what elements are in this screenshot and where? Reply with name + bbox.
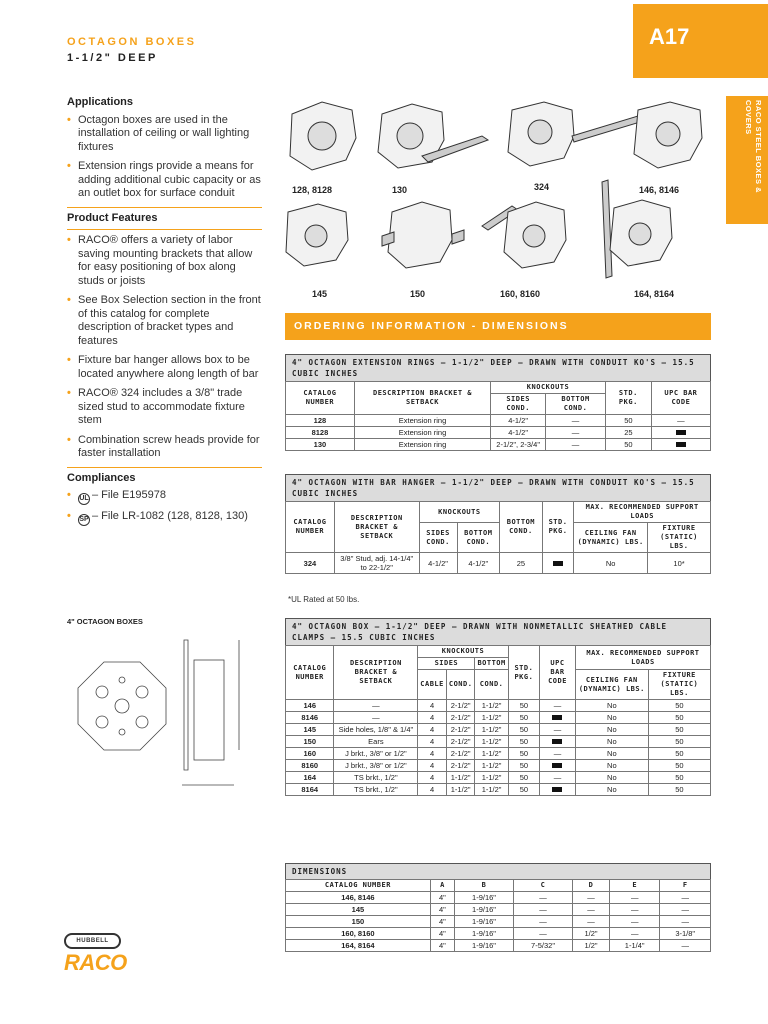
table-cell: 160 (286, 748, 334, 760)
table-cell: — (660, 904, 711, 916)
table-cell: 50 (648, 772, 710, 784)
product-images (282, 96, 712, 306)
applications-heading: Applications (67, 96, 134, 108)
table-cell: No (574, 553, 648, 574)
table-cell: — (514, 892, 573, 904)
table-cell: 50 (508, 760, 539, 772)
features-heading: Product Features (67, 211, 158, 224)
brand-logo (64, 933, 127, 976)
table-cell: No (575, 748, 648, 760)
col-header: FIXTURE (STATIC) LBS. (648, 670, 710, 700)
col-header: MAX. RECOMMENDED SUPPORT LOADS (574, 502, 711, 523)
table-title: 4" OCTAGON BOX – 1-1/2" DEEP – DRAWN WITH NONMETALLIC SHEATHED CABLE CLAMPS – 15.5 CUBIC INCHES (285, 618, 711, 645)
table-cell: 1-1/2" (475, 724, 508, 736)
table-octagon-box (285, 618, 711, 796)
barcode-icon (552, 739, 562, 744)
product-label: 128, 8128 (292, 185, 333, 195)
list-item: • Extension rings provide a means for adding additional cubic capacity or as an outlet box for surface conduit (67, 160, 262, 201)
table-cell: 50 (508, 748, 539, 760)
table-cell: 25 (605, 427, 651, 439)
col-header: DESCRIPTION BRACKET & SETBACK (334, 646, 418, 700)
table-cell: 164 (286, 772, 334, 784)
table-cell: 50 (508, 736, 539, 748)
table-cell: — (573, 892, 610, 904)
table-cell: 1-9/16" (455, 904, 514, 916)
col-header: A (430, 880, 454, 892)
table-title: 4" OCTAGON WITH BAR HANGER – 1-1/2" DEEP – DRAWN WITH CONDUIT KO'S – 15.5 CUBIC INCHES (285, 474, 711, 501)
table-row (286, 415, 711, 427)
col-header: CATALOG NUMBER (286, 880, 431, 892)
table-cell (540, 712, 576, 724)
table-cell: — (609, 904, 660, 916)
table-cell: — (540, 724, 576, 736)
table-cell: TS brkt., 1/2" (334, 784, 418, 796)
table-cell: 1/2" (573, 928, 610, 940)
table-cell: — (540, 748, 576, 760)
divider (67, 229, 262, 230)
list-item: • RACO® offers a variety of labor saving mounting brackets that allow for easy positioning of box along studs or joists (67, 234, 262, 288)
col-header: MAX. RECOMMENDED SUPPORT LOADS (575, 646, 710, 670)
table-cell: 160, 8160 (286, 928, 431, 940)
table-cell: 1-1/2" (475, 760, 508, 772)
product-label: 145 (312, 289, 328, 299)
table-body (286, 415, 711, 451)
list-item: • Fixture bar hanger allows box to be located anywhere along length of bar (67, 354, 262, 381)
section-side-label: RACO STEEL BOXES & COVERS (744, 100, 763, 194)
table-cell: Ears (334, 736, 418, 748)
table-cell: 4 (418, 784, 447, 796)
table-cell: 2-1/2" (446, 736, 475, 748)
table-row (286, 700, 711, 712)
table-cell: 4" (430, 904, 454, 916)
table-body (286, 553, 711, 574)
table-row (286, 736, 711, 748)
table-cell: 145 (286, 724, 334, 736)
left-column (67, 96, 262, 531)
raco-logo: RACO (64, 950, 127, 975)
table-cell: 150 (286, 916, 431, 928)
table-cell: 3-1/8" (660, 928, 711, 940)
table-cell: 4" (430, 928, 454, 940)
table-cell: — (514, 928, 573, 940)
table-cell: No (575, 736, 648, 748)
table-cell: 4 (418, 736, 447, 748)
table-cell: 4 (418, 748, 447, 760)
table-body (286, 700, 711, 796)
table-cell: 50 (648, 700, 710, 712)
table-cell: 50 (605, 415, 651, 427)
col-header: SIDES (418, 658, 475, 670)
table-cell: 8160 (286, 760, 334, 772)
table-cell: 2-1/2" (446, 712, 475, 724)
table-cell: — (609, 916, 660, 928)
product-label: 164, 8164 (634, 289, 675, 299)
table-cell: — (660, 940, 711, 952)
table-cell (651, 427, 710, 439)
product-label: 324 (534, 182, 550, 192)
table-cell: — (546, 427, 606, 439)
col-header: BOTTOM COND. (546, 394, 606, 415)
col-header: COND. (446, 670, 475, 700)
table-cell: 1-1/2" (446, 784, 475, 796)
barcode-icon (552, 787, 562, 792)
col-header: STD. PKG. (605, 382, 651, 415)
col-header: D (573, 880, 610, 892)
table-cell: 4-1/2" (457, 553, 500, 574)
table-title: 4" OCTAGON EXTENSION RINGS – 1-1/2" DEEP – DRAWN WITH CONDUIT KO'S – 15.5 CUBIC INCHES (285, 354, 711, 381)
col-header: CEILING FAN (DYNAMIC) LBS. (574, 523, 648, 553)
table-cell: 3/8" Stud, adj. 14-1/4" to 22-1/2" (334, 553, 419, 574)
table-cell: 50 (508, 784, 539, 796)
table-cell: 4" (430, 892, 454, 904)
col-header: FIXTURE (STATIC) LBS. (648, 523, 711, 553)
table-cell (540, 760, 576, 772)
ordering-header: ORDERING INFORMATION - DIMENSIONS (285, 313, 711, 340)
table-cell: 4" (430, 940, 454, 952)
table-cell: 4 (418, 772, 447, 784)
table-row (286, 427, 711, 439)
applications-list (67, 114, 262, 201)
table-cell: 1-9/16" (455, 928, 514, 940)
table-cell: 50 (508, 724, 539, 736)
table-cell: 50 (605, 439, 651, 451)
col-header: B (455, 880, 514, 892)
table-cell: 1-9/16" (455, 916, 514, 928)
table-row (286, 748, 711, 760)
table-cell: Extension ring (354, 415, 490, 427)
page-id-tab: A17 (633, 4, 768, 78)
hubbell-logo: HUBBELL (64, 933, 121, 949)
col-header: DESCRIPTION BRACKET & SETBACK (334, 502, 419, 553)
table-cell: 1-1/2" (475, 700, 508, 712)
table-cell: 1-9/16" (455, 892, 514, 904)
table-cell: Extension ring (354, 427, 490, 439)
table-row (286, 724, 711, 736)
compliances-heading: Compliances (67, 471, 136, 484)
table-cell: — (609, 892, 660, 904)
table-bar-hanger (285, 474, 711, 574)
col-header: CEILING FAN (DYNAMIC) LBS. (575, 670, 648, 700)
table-row (286, 439, 711, 451)
table-cell: — (546, 415, 606, 427)
table-cell: 146, 8146 (286, 892, 431, 904)
table-cell: 1-9/16" (455, 940, 514, 952)
table-cell: — (651, 415, 710, 427)
table-cell: Extension ring (354, 439, 490, 451)
table-row (286, 712, 711, 724)
col-header: KNOCKOUTS (418, 646, 508, 658)
table-cell: 4" (430, 916, 454, 928)
col-header: BOTTOM COND. (457, 523, 500, 553)
table-cell: — (334, 712, 418, 724)
table-cell: 2-1/2" (446, 760, 475, 772)
col-header: KNOCKOUTS (419, 502, 499, 523)
col-header: COND. (475, 670, 508, 700)
list-item: • See Box Selection section in the front of this catalog for complete description of bracket types and features (67, 294, 262, 348)
table-cell: 2-1/2" (446, 724, 475, 736)
col-header: SIDES COND. (419, 523, 457, 553)
table-cell: — (546, 439, 606, 451)
table-cell: 164, 8164 (286, 940, 431, 952)
col-header: C (514, 880, 573, 892)
table-row (286, 904, 711, 916)
table-cell: 10* (648, 553, 711, 574)
table-row (286, 553, 711, 574)
section-side-tab (726, 96, 768, 224)
csa-certified-icon: SP (78, 514, 90, 526)
table-extension-rings (285, 354, 711, 451)
product-label: 130 (392, 185, 408, 195)
table-cell: 128 (286, 415, 355, 427)
list-item: • SP – File LR-1082 (128, 8128, 130) (67, 510, 262, 526)
barcode-icon (553, 561, 563, 566)
table-cell: J brkt., 3/8" or 1/2" (334, 748, 418, 760)
table-row (286, 916, 711, 928)
col-header: CABLE (418, 670, 447, 700)
table-row (286, 760, 711, 772)
table-cell: TS brkt., 1/2" (334, 772, 418, 784)
table-cell: 1-1/2" (446, 772, 475, 784)
table-cell: 7-5/32" (514, 940, 573, 952)
table-cell: 1-1/2" (475, 748, 508, 760)
table-cell: 8164 (286, 784, 334, 796)
table-cell: 50 (648, 724, 710, 736)
col-header: UPC BAR CODE (540, 646, 576, 700)
features-list (67, 234, 262, 461)
table-cell: 2-1/2" (446, 700, 475, 712)
table-cell: 4 (418, 724, 447, 736)
table-cell: J brkt., 3/8" or 1/2" (334, 760, 418, 772)
table-title: DIMENSIONS (285, 863, 711, 879)
product-illustrations (282, 96, 712, 306)
table-cell: 50 (648, 784, 710, 796)
table-cell: — (609, 928, 660, 940)
table-cell: No (575, 700, 648, 712)
table-row (286, 928, 711, 940)
col-header: DESCRIPTION BRACKET & SETBACK (354, 382, 490, 415)
col-header: UPC BAR CODE (651, 382, 710, 415)
table-row (286, 892, 711, 904)
col-header: STD. PKG. (508, 646, 539, 700)
table-cell: 4 (418, 712, 447, 724)
table-cell: 8128 (286, 427, 355, 439)
table-row (286, 772, 711, 784)
barcode-icon (676, 442, 686, 447)
table-cell: — (514, 904, 573, 916)
table-cell: 130 (286, 439, 355, 451)
product-label: 150 (410, 289, 426, 299)
table-cell: No (575, 724, 648, 736)
table-row (286, 940, 711, 952)
table-cell: 150 (286, 736, 334, 748)
table-cell (542, 553, 574, 574)
table-cell: No (575, 784, 648, 796)
table-cell: No (575, 772, 648, 784)
col-header: BOTTOM COND. (500, 502, 543, 553)
table-cell: 1/2" (573, 940, 610, 952)
table-cell (540, 784, 576, 796)
col-header: SIDES COND. (491, 394, 546, 415)
barcode-icon (676, 430, 686, 435)
table-cell (651, 439, 710, 451)
table-cell: — (540, 700, 576, 712)
table-cell: — (573, 916, 610, 928)
col-header: CATALOG NUMBER (286, 382, 355, 415)
barcode-icon (552, 763, 562, 768)
table-cell: 1-1/4" (609, 940, 660, 952)
col-header: STD. PKG. (542, 502, 574, 553)
table-body (286, 892, 711, 952)
product-label: 160, 8160 (500, 289, 541, 299)
table-cell: — (660, 916, 711, 928)
col-header: KNOCKOUTS (491, 382, 606, 394)
table-cell: — (660, 892, 711, 904)
product-label: 146, 8146 (639, 185, 680, 195)
table-cell: 4 (418, 700, 447, 712)
table-cell: 4-1/2" (491, 427, 546, 439)
compliances-list (67, 489, 262, 526)
table-cell: Side holes, 1/8" & 1/4" (334, 724, 418, 736)
table-cell: — (514, 916, 573, 928)
table-dimensions (285, 863, 711, 952)
table-cell: 1-1/2" (475, 784, 508, 796)
table-cell: 324 (286, 553, 335, 574)
list-item: • RACO® 324 includes a 3/8" trade sized stud to accommodate fixture stem (67, 387, 262, 428)
category-subtitle: 1-1/2" DEEP (67, 52, 158, 64)
table-cell: 146 (286, 700, 334, 712)
table-cell: — (334, 700, 418, 712)
diagram-label: 4" OCTAGON BOXES (67, 617, 143, 626)
col-header: CATALOG NUMBER (286, 646, 334, 700)
table-cell: 50 (508, 700, 539, 712)
list-item: • UL – File E195978 (67, 489, 262, 505)
dimension-diagram (64, 630, 264, 790)
table-cell: — (573, 904, 610, 916)
table-cell: 50 (648, 748, 710, 760)
table-cell (540, 736, 576, 748)
table-cell: 4-1/2" (491, 415, 546, 427)
table-cell: 50 (508, 712, 539, 724)
table-row (286, 784, 711, 796)
table-cell: 50 (648, 712, 710, 724)
table-cell: 50 (648, 760, 710, 772)
barcode-icon (552, 715, 562, 720)
table-cell: 1-1/2" (475, 772, 508, 784)
list-item: • Octagon boxes are used in the installation of ceiling or wall lighting fixtures (67, 114, 262, 155)
table-cell: 1-1/2" (475, 736, 508, 748)
table-cell: — (540, 772, 576, 784)
table-cell: No (575, 712, 648, 724)
table-cell: 2-1/2" (446, 748, 475, 760)
list-item: • Combination screw heads provide for faster installation (67, 434, 262, 461)
footnote: *UL Rated at 50 lbs. (288, 595, 360, 604)
table-cell: No (575, 760, 648, 772)
table-cell: 4-1/2" (419, 553, 457, 574)
col-header: F (660, 880, 711, 892)
table-cell: 25 (500, 553, 543, 574)
table-cell: 145 (286, 904, 431, 916)
category-title: OCTAGON BOXES (67, 36, 197, 48)
col-header: BOTTOM (475, 658, 508, 670)
col-header: CATALOG NUMBER (286, 502, 335, 553)
table-cell: 8146 (286, 712, 334, 724)
col-header: E (609, 880, 660, 892)
divider (67, 467, 262, 468)
table-cell: 2-1/2", 2-3/4" (491, 439, 546, 451)
table-cell: 50 (648, 736, 710, 748)
ul-listed-icon: UL (78, 493, 90, 505)
table-cell: 4 (418, 760, 447, 772)
divider (67, 207, 262, 208)
table-cell: 50 (508, 772, 539, 784)
table-cell: 1-1/2" (475, 712, 508, 724)
